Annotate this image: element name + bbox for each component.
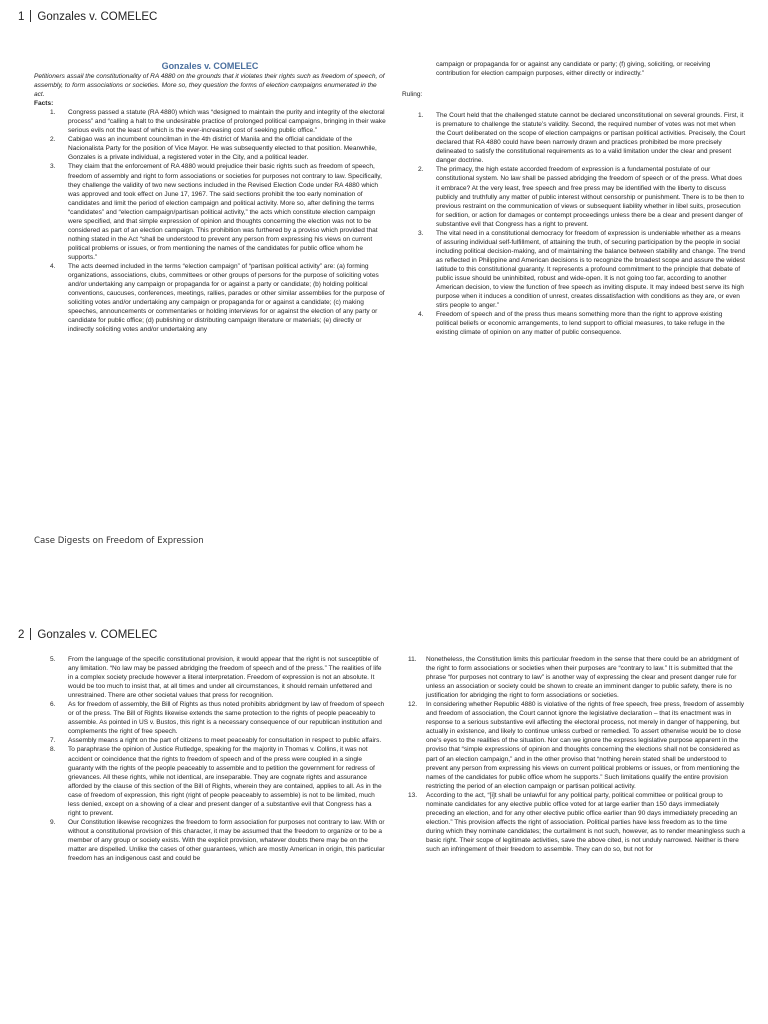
list-item	[402, 310, 746, 337]
page-footer: Case Digests on Freedom of Expression	[34, 536, 204, 546]
list-item	[34, 162, 386, 262]
list-item	[392, 791, 746, 854]
item-number: 2.	[50, 136, 56, 144]
item-text: As for freedom of assembly, the Bill of Rights as thus noted prohibits abridgment by law of freedom of speech or of the press. The Bill of Rights likewise extends the same protection to the rights of people peaceably to assemble. As pointed in US v. Bustos, this right is a necessary consequence of our republican institution and complements the right of free speech.	[68, 701, 385, 736]
item-text: Our Constitution likewise recognizes the freedom to form association for purposes not contrary to law. With or without a constitutional provision of this character, it may be assumed that the freedom to organize or to be a member of any group or society exists. With the explicit provision, whatever doubts there may be on the matter are dispelled. Unlike the cases of other guarantees, which are mostly American in origin, this particular freedom has an indigenous cast and could be	[68, 818, 385, 863]
item-text: The primacy, the high estate accorded freedom of expression is a fundamental postulate of our constitutional system. No law shall be passed abridging the freedom of speech or of the press. What does it embrace? At the very least, free speech and free press may be identified with the liberty to discuss publicly and truthfully any matter of public interest without censorship or punishment. There is to be then to previous restraint on the communication of views or subsequent liability whether in libel suits, prosecution for sedition, or action for damages or contempt proceedings unless there be a clear and present danger of substantive evil that Congress has a right to prevent.	[436, 166, 745, 228]
list-item	[34, 655, 386, 700]
item-text: Congress passed a statute (RA 4880) which was “designed to maintain the purity and integrity of the electoral process” and “calling a halt to the undesirable practice of prolonged political campaigns, bringing in their wake serious evils not the least of which is the ever-increasing cost of seeking public office.”	[68, 109, 386, 135]
page-header	[18, 628, 157, 641]
page-header	[18, 10, 157, 23]
item-text: The Court held that the challenged statute cannot be declared unconstitutional on several grounds. First, it is premature to challenge the statute’s validity. Second, the required number of votes was not met when the Court deliberated on the scope of election campaigns or partisan political activities. Precisely, the Court declared that RA 4880 could have been narrowly drawn and practices prohibited be more precisely delineated to satisfy the constitutional requirements as to a valid limitation under the clear and present danger doctrine.	[436, 112, 746, 165]
page-gap	[0, 600, 768, 612]
header-title: Gonzales v. COMELEC	[37, 629, 158, 641]
item-number: 2.	[418, 166, 424, 174]
holdings-list-continued	[392, 655, 746, 854]
page-number: 2	[18, 629, 25, 641]
item-number: 5.	[50, 656, 56, 663]
list-item	[402, 165, 746, 228]
continuation-text: campaign or propaganda for or against any candidate or party; (f) giving, soliciting, or receiving contribution for election campaign purposes, either directly or indirectly.”	[436, 61, 711, 78]
item-number: 1.	[418, 112, 424, 120]
item-number: 4.	[50, 262, 56, 270]
header-divider	[30, 10, 31, 22]
item-number: 8.	[50, 746, 56, 754]
ruling-label: Ruling:	[402, 91, 423, 99]
item-number: 13.	[408, 791, 418, 799]
list-item	[34, 818, 386, 863]
item-number: 7.	[50, 737, 56, 745]
left-column	[34, 60, 386, 334]
list-item	[34, 135, 386, 162]
facts-label: Facts:	[34, 100, 54, 108]
left-column	[34, 655, 386, 863]
list-item	[34, 262, 386, 334]
item-text: In considering whether Republic 4880 is violative of the rights of free speech, free press, freedom of assembly and freedom of association, the Court cannot ignore the legislative declaration – that its enactment was in response to a serious substantive evil affecting the electoral process, not merely in danger of happening, but actually in existence, and likely to continue unless curbed or remedied. To assert otherwise would be to close one’s eyes to the realities of the situation. Nor can we ignore the express legislative purpose apparent in the proviso that “simple expressions of opinion and thoughts concerning the elections shall not be considered as part of an election campaign,” and in the other proviso that “nothing herein stated shall be understood to prevent any person from expressing his views on current political problems or issues, or from mentioning the names of the candidates for public office whom he supports.” Such limitations qualify the entire provision restricting the period of an election campaign or partisan political activity.	[426, 701, 745, 790]
item-number: 12.	[408, 701, 418, 709]
item-number: 3.	[418, 229, 424, 237]
page-2	[0, 612, 768, 1024]
list-item	[34, 736, 386, 745]
item-number: 6.	[50, 701, 56, 709]
right-column	[402, 60, 746, 337]
list-item	[402, 111, 746, 165]
right-column	[392, 655, 746, 854]
intro-paragraph: Petitioners assail the constitutionality of RA 4880 on the grounds that it violates their rights such as freedom of speech, of assembly, to form associations or societies. More so, they question the forms of election campaigns enumerated in the act.	[34, 73, 385, 99]
case-title: Gonzales v. COMELEC	[161, 61, 259, 71]
item-text: The vital need in a constitutional democracy for freedom of expression is undeniable whether as a means of assuring individual self-fulfillment, of attaining the truth, of securing participation by the people in social including political decision-making, and of maintaining the balance between stability and change. The trend as reflected in Philippine and American decisions is to recognize the broadest scope and assure the widest latitude to this constitutional guaranty. It represents a profound commitment to the principle that debate of public issue should be uninhibited, robust and wide-open. It is not going too far, according to another American decision, to view the function of free speech as inviting dispute. It may indeed best serve its high purpose when it induces a condition of unrest, creates dissatisfaction with conditions as they are, or even stirs people to anger.”	[436, 229, 746, 310]
item-text: They claim that the enforcement of RA 4880 would prejudice their basic rights such as freedom of speech, freedom of assembly and right to form associations or societies for purposes not contrary to law. Specifically, they challenge the validity of two new sections included in the Revised Election Code under RA 4880 which was approved and took effect on June 17, 1967. The said sections prohibit the too early nomination of candidates and limit the period of election campaign and political activity. More so, after defining the terms “candidates” and “election campaign/partisan political activity,” the acts which constitute election campaign were specified, and that simple expression of opinion and thoughts concerning the election was not to be considered as part of an election campaign. This prohibition was furthered by a proviso which provided that nothing stated in the Act “shall be understood to prevent any person from expressing his views on current political problems or issues, or from mentioning the names of the candidates for public office whom he supports.”	[68, 163, 382, 261]
facts-list	[34, 108, 386, 334]
item-number: 9.	[50, 818, 56, 826]
list-item	[34, 745, 386, 817]
item-text: To paraphrase the opinion of Justice Rutledge, speaking for the majority in Thomas v. Collins, it was not accident or coincidence that the rights to freedom of speech and of the press were coupled in a single guaranty with the rights of the people peaceably to assemble and to petition the government for redress of grievances. All these rights, while not identical, are inseparable. They are cognate rights and assurance afforded by the clause of this section of the Bill of Rights, wherein they are contained, applies to all. As in the case of freedom of expression, this right (right of people peaceably to assemble) is not to be limited, much less denied, except on a showing of a clear and present danger of a substantive evil that Congress has a right to prevent.	[68, 746, 382, 817]
holdings-list	[34, 655, 386, 863]
list-item	[34, 108, 386, 135]
list-item	[34, 700, 386, 736]
item-number: 3.	[50, 163, 56, 171]
page-number: 1	[18, 11, 25, 23]
item-text: From the language of the specific constitutional provision, it would appear that the right is not susceptible of any limitation. “No law may be passed abridging the freedom of speech and of the press.” The realities of life in a complex society preclude however a literal interpretation. Freedom of expression is not an absolute. It would be too much to insist that, at all times and under all circumstances, it should remain unfettered and unrestrained. There are other societal values that press for recognition.	[68, 656, 382, 700]
item-number: 1.	[50, 109, 56, 117]
item-number: 11.	[408, 656, 417, 663]
list-item	[402, 229, 746, 310]
header-title: Gonzales v. COMELEC	[37, 11, 158, 23]
item-number: 4.	[418, 311, 424, 319]
header-divider	[30, 628, 31, 640]
item-text: Freedom of speech and of the press thus means something more than the right to approve existing political beliefs or economic arrangements, to lend support to official measures, to take refuge in the existing climate of opinion on any matter of public consequence.	[436, 311, 725, 337]
item-text: According to the act, “[i]t shall be unlawful for any political party, political committee or political group to nominate candidates for any elective public office voted for at large earlier than 150 days immediately preceding an election, and for any other elective public office earlier than 90 days immediately preceding an election.” This provision affects the right of association. Political parties have less freedom as to the time during which they nominate candidates; the curtailment is not such, however, as to render meaningless such a basic right. Their scope of legitimate activities, save the above cited, is not unduly narrowed. Neither is there such an infringement of their freedom to assemble. They can do so, but not for	[426, 791, 746, 853]
list-item	[392, 655, 746, 700]
item-text: Assembly means a right on the part of citizens to meet peaceably for consultation in respect to public affairs.	[68, 737, 382, 745]
item-text: Cabigao was an incumbent councilman in the 4th district of Manila and the official candidate of the Nacionalista Party for the position of Vice Mayor. He was subsequently elected to that position. Meanwhile, Gonzales is a private individual, a registered voter in the City, and a political leader.	[68, 136, 377, 162]
item-text: Nonetheless, the Constitution limits this particular freedom in the sense that there could be an abridgment of the right to form associations or societies when their purposes are “contrary to law.” It is submitted that the phrase “for purposes not contrary to law” is another way of expressing the clear and present danger rule for unless an association or society could be shown to create an imminent danger to public safety, there is no justification for abridging the right to form associations or societies.	[426, 656, 739, 700]
item-text: The acts deemed included in the terms “election campaign” of “partisan political activity” are: (a) forming organizations, associations, clubs, committees or other groups of persons for the purpose of soliciting votes and/or undertaking any campaign or propaganda for or against a party or candidate; (b) holding political conventions, caucuses, conferences, meetings, rallies, parades or other similar assemblies for the purpose of soliciting votes and/or undertaking any campaign or propaganda for or against a candidate; (c) making speeches, announcements or commentaries or holding interviews for or against the election of any party or candidate for public office; (d) publishing or distributing campaign literature or materials; (e) directly or indirectly soliciting votes and/or undertaking any	[68, 262, 385, 334]
ruling-list	[402, 111, 746, 337]
list-item	[392, 700, 746, 790]
